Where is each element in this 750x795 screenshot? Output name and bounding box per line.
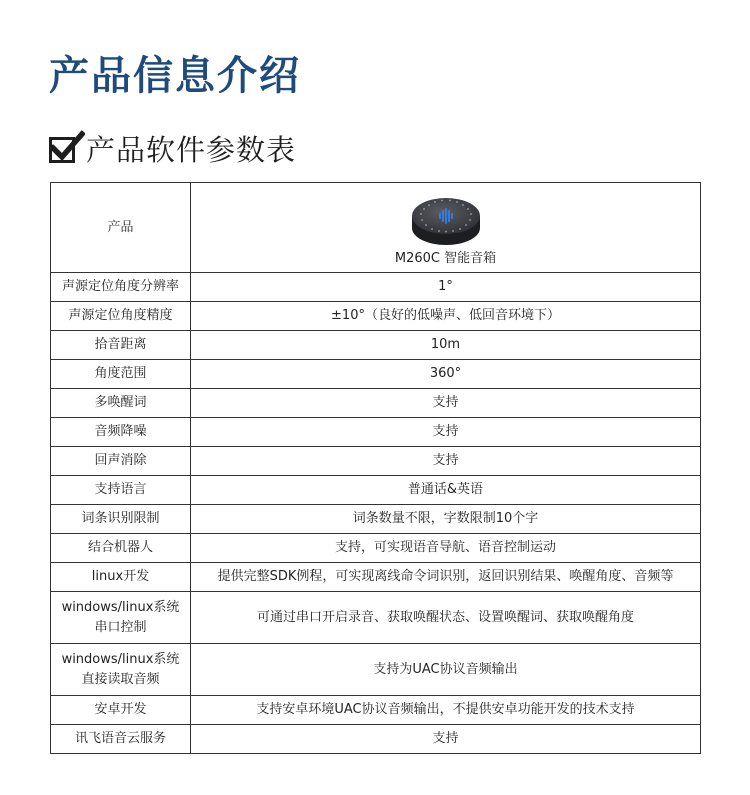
row-value: 支持	[191, 418, 701, 447]
checkbox-checked-icon	[49, 137, 75, 163]
row-value: 支持	[191, 389, 701, 418]
section-title: 产品软件参数表	[86, 132, 297, 167]
row-label: 声源定位角度分辨率	[51, 273, 191, 302]
table-row	[51, 725, 701, 754]
row-value: 可通过串口开启录音、获取唤醒状态、设置唤醒词、获取唤醒角度	[191, 592, 701, 644]
table-row	[51, 331, 701, 360]
row-label	[51, 644, 191, 696]
row-label: 音频降噪	[51, 418, 191, 447]
spec-table	[50, 182, 701, 754]
section-heading	[49, 128, 296, 168]
table-row	[51, 644, 701, 696]
row-label: 多唤醒词	[51, 389, 191, 418]
row-value: 1°	[191, 273, 701, 302]
row-label: 声源定位角度精度	[51, 302, 191, 331]
table-row	[51, 505, 701, 534]
speaker-product-image	[409, 192, 483, 248]
row-label: 词条识别限制	[51, 505, 191, 534]
row-value: 支持	[191, 447, 701, 476]
row-label: linux开发	[51, 563, 191, 592]
product-name: M260C 智能音箱	[394, 250, 497, 266]
table-row	[51, 302, 701, 331]
row-label: 角度范围	[51, 360, 191, 389]
table-row	[51, 696, 701, 725]
row-value: 支持	[191, 725, 701, 754]
row-label	[51, 592, 191, 644]
product-label-cell: 产品	[51, 183, 191, 273]
row-value: 词条数量不限，字数限制10个字	[191, 505, 701, 534]
row-label-line: 直接读取音频	[81, 671, 160, 687]
table-row-product	[51, 183, 701, 273]
table-row	[51, 447, 701, 476]
row-value: 支持，可实现语音导航、语音控制运动	[191, 534, 701, 563]
page-title: 产品信息介绍	[49, 53, 301, 99]
row-label-line: windows/linux系统	[61, 651, 180, 667]
product-cell	[191, 183, 701, 273]
row-value: 提供完整SDK例程，可实现离线命令词识别，返回识别结果、唤醒角度、音频等	[191, 563, 701, 592]
table-row	[51, 273, 701, 302]
table-row	[51, 592, 701, 644]
row-value: 普通话&英语	[191, 476, 701, 505]
row-value: 支持安卓环境UAC协议音频输出，不提供安卓功能开发的技术支持	[191, 696, 701, 725]
row-value: 360°	[191, 360, 701, 389]
row-label: 结合机器人	[51, 534, 191, 563]
row-label: 讯飞语音云服务	[51, 725, 191, 754]
row-label: 安卓开发	[51, 696, 191, 725]
table-row	[51, 534, 701, 563]
table-row	[51, 418, 701, 447]
row-value: 支持为UAC协议音频输出	[191, 644, 701, 696]
table-row	[51, 389, 701, 418]
row-label-line: 串口控制	[94, 619, 147, 635]
row-label: 回声消除	[51, 447, 191, 476]
row-label: 支持语言	[51, 476, 191, 505]
table-row	[51, 476, 701, 505]
row-value: ±10°（良好的低噪声、低回音环境下）	[191, 302, 701, 331]
row-value: 10m	[191, 331, 701, 360]
table-row	[51, 563, 701, 592]
row-label-line: windows/linux系统	[61, 599, 180, 615]
row-label: 拾音距离	[51, 331, 191, 360]
table-row	[51, 360, 701, 389]
